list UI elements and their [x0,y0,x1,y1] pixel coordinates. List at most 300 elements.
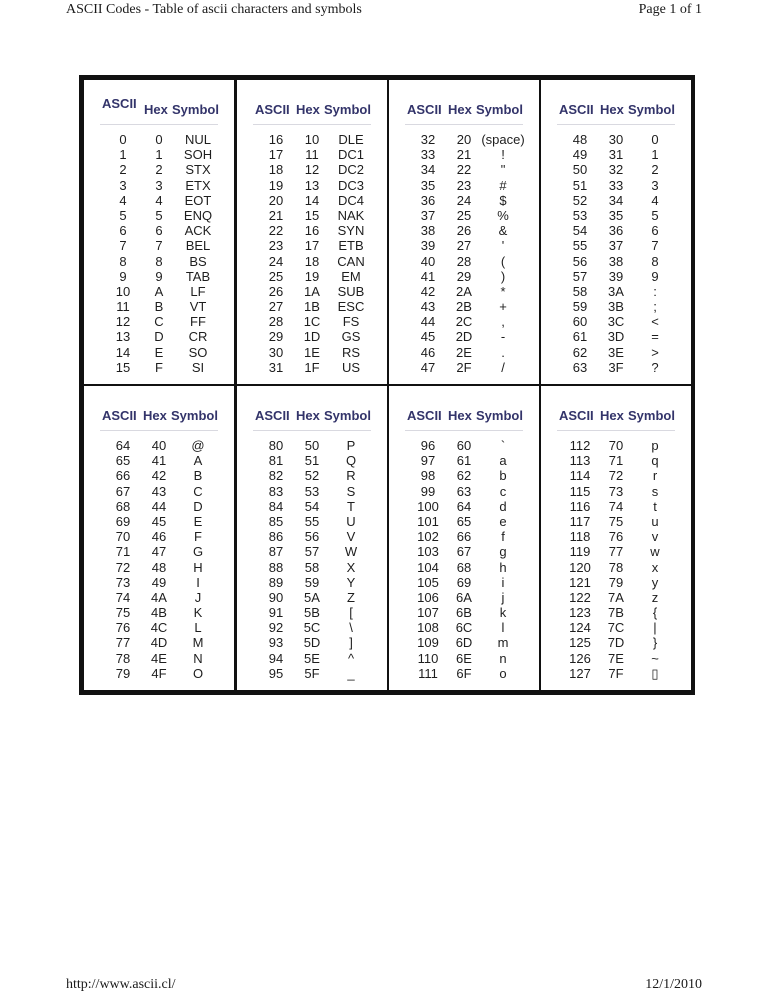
hex-code: 2D [455,329,473,345]
hex-code: 60 [456,438,472,453]
ascii-code: 5 [119,207,127,223]
symbol: A [193,453,203,469]
code-rows [541,132,691,375]
table-row [389,620,539,635]
table-row [237,529,387,544]
symbol: x [651,559,659,575]
column-header-hex: Hex [448,102,472,117]
table-row [84,299,234,314]
hex-code: 0 [155,132,163,147]
table-row [84,178,234,193]
code-rows [84,438,234,681]
symbol: 4 [651,192,659,208]
symbol: 7 [651,238,659,254]
table-row [237,620,387,635]
ascii-code: 61 [572,329,588,345]
column-header-ascii: ASCII [407,408,442,423]
table-row [389,605,539,620]
panel-header [389,386,539,426]
table-row [541,468,691,483]
header-divider [253,124,371,125]
symbol: CR [188,329,208,345]
table-row [541,438,691,453]
hex-code: 31 [608,147,624,163]
symbol: O [192,665,204,681]
column-header-hex: Hex [296,408,320,423]
symbol: RS [341,344,361,360]
hex-code: 39 [608,268,624,284]
ascii-code: 81 [268,453,284,469]
hex-code: 7C [607,620,625,636]
hex-code: 1B [304,299,320,315]
symbol: SUB [337,283,365,299]
hex-code: 44 [151,498,167,514]
hex-code: 4B [151,605,167,621]
ascii-code: 64 [115,438,131,453]
ascii-code: 30 [268,344,284,360]
column-header-symbol: Symbol [324,102,371,117]
ascii-code: 63 [572,359,588,375]
symbol: I [196,574,200,590]
hex-code: 4A [151,589,167,605]
hex-code: 42 [151,468,167,484]
hex-code: 29 [456,268,472,284]
symbol: 0 [651,132,659,147]
hex-code: 71 [608,453,624,469]
ascii-code: 107 [417,605,439,621]
panel-header [237,80,387,120]
panel-header [84,386,234,426]
hex-code: 63 [456,483,472,499]
symbol: (space) [481,132,525,147]
symbol: @ [191,438,205,453]
ascii-panel [84,386,234,690]
ascii-code: 22 [268,223,284,239]
hex-code: 7 [155,238,163,254]
ascii-code: 52 [572,192,588,208]
ascii-code: 86 [268,529,284,545]
table-row [237,360,387,375]
ascii-code: 74 [115,589,131,605]
ascii-code: 1 [119,147,127,163]
symbol: SO [188,344,208,360]
symbol: ENQ [183,207,213,223]
hex-code: 18 [304,253,320,269]
ascii-code: 31 [268,359,284,375]
hex-code: 24 [456,192,472,208]
table-row [84,560,234,575]
table-row [237,438,387,453]
hex-code: 32 [608,162,624,178]
table-row [84,208,234,223]
print-date: 12/1/2010 [645,977,702,992]
table-row [389,468,539,483]
hex-code: 2B [456,299,472,315]
table-row [237,329,387,344]
ascii-code: 26 [268,283,284,299]
table-row [389,651,539,666]
hex-code: F [155,359,163,375]
symbol: o [499,665,507,681]
ascii-code: 46 [420,344,436,360]
symbol: r [652,468,658,484]
hex-code: 14 [304,192,320,208]
ascii-code: 44 [420,314,436,330]
symbol: DLE [338,132,364,147]
hex-code: 34 [608,192,624,208]
hex-code: 6F [456,665,472,681]
table-row [541,499,691,514]
symbol: ~ [651,650,659,666]
hex-code: 5F [304,665,320,681]
symbol: c [499,483,507,499]
table-row [541,178,691,193]
symbol: & [498,223,508,239]
ascii-code: 49 [572,147,588,163]
ascii-code: 54 [572,223,588,239]
hex-code: 3 [155,177,163,193]
table-row [84,620,234,635]
ascii-code: 40 [420,253,436,269]
symbol: ? [651,359,659,375]
hex-code: 7E [608,650,624,666]
code-rows [237,438,387,681]
symbol: p [651,438,659,453]
ascii-code: 42 [420,283,436,299]
ascii-code: 19 [268,177,284,193]
ascii-code: 12 [115,314,131,330]
ascii-code: 93 [268,635,284,651]
hex-code: 28 [456,253,472,269]
table-row [237,193,387,208]
symbol: e [499,513,507,529]
table-row [84,238,234,253]
table-row [389,132,539,147]
symbol: ^ [347,650,355,666]
symbol: T [347,498,355,514]
hex-code: 25 [456,207,472,223]
ascii-code: 68 [115,498,131,514]
hex-code: 4D [150,635,168,651]
hex-code: 2 [155,162,163,178]
ascii-code: 83 [268,483,284,499]
column-header-ascii: ASCII [407,102,442,117]
hex-code: D [154,329,164,345]
hex-code: 7B [608,605,624,621]
hex-code: 74 [608,498,624,514]
ascii-code: 33 [420,147,436,163]
symbol: ACK [184,223,212,239]
table-row [237,666,387,681]
column-header-hex: Hex [296,102,320,117]
ascii-panel [84,80,234,384]
column-header-hex: Hex [600,102,624,117]
hex-code: 73 [608,483,624,499]
ascii-code: 98 [420,468,436,484]
symbol: " [500,162,506,178]
symbol: 3 [651,177,659,193]
ascii-code: 41 [420,268,436,284]
ascii-code: 117 [569,513,591,529]
table-row [389,484,539,499]
hex-code: 47 [151,544,167,560]
symbol: BS [189,253,207,269]
table-row [541,299,691,314]
hex-code: 49 [151,574,167,590]
hex-code: 66 [456,529,472,545]
panel-header [237,386,387,426]
ascii-code: 90 [268,589,284,605]
ascii-code: 62 [572,344,588,360]
header-divider [253,430,371,431]
table-row [84,147,234,162]
hex-code: 1E [304,344,320,360]
symbol: SYN [337,223,365,239]
table-row [541,605,691,620]
ascii-code: 34 [420,162,436,178]
table-row [84,360,234,375]
hex-code: 5D [303,635,321,651]
symbol: * [500,283,506,299]
symbol: j [501,589,505,605]
hex-code: 6E [456,650,472,666]
table-row [541,529,691,544]
hex-code: 2F [456,359,472,375]
column-header-hex: Hex [144,102,168,117]
table-row [237,208,387,223]
table-row [237,223,387,238]
symbol: K [193,605,203,621]
hex-code: B [154,299,164,315]
hex-code: 37 [608,238,624,254]
ascii-code: 112 [569,438,591,453]
header-divider [557,430,675,431]
symbol: } [652,635,658,651]
ascii-code: 15 [115,359,131,375]
hex-code: 30 [608,132,624,147]
table-row [541,238,691,253]
symbol: < [651,314,659,330]
table-row [389,529,539,544]
hex-code: 4F [151,665,167,681]
symbol: V [346,529,356,545]
symbol: DC4 [337,192,364,208]
symbol: U [346,513,356,529]
symbol: D [193,498,203,514]
symbol: f [501,529,505,545]
ascii-panel [237,386,387,690]
column-header-ascii: ASCII [255,408,290,423]
hex-code: 6D [455,635,473,651]
symbol: DC3 [337,177,364,193]
ascii-code: 123 [569,605,591,621]
hex-code: 1C [303,314,321,330]
hex-code: 64 [456,498,472,514]
ascii-code: 36 [420,192,436,208]
symbol: 5 [651,207,659,223]
table-row [541,651,691,666]
table-row [541,484,691,499]
symbol: # [499,177,507,193]
page-number: Page 1 of 1 [638,2,702,17]
ascii-code: 35 [420,177,436,193]
column-header-ascii: ASCII [559,408,594,423]
hex-code: 13 [304,177,320,193]
symbol: Z [347,589,355,605]
table-row [541,620,691,635]
table-row [541,635,691,650]
hex-code: 23 [456,177,472,193]
table-row [84,544,234,559]
table-row [237,635,387,650]
ascii-code: 6 [119,223,127,239]
ascii-code: 11 [116,299,130,315]
hex-code: 78 [608,559,624,575]
ascii-code: 3 [119,177,127,193]
hex-code: 38 [608,253,624,269]
hex-code: 48 [151,559,167,575]
symbol: q [651,453,659,469]
symbol: _ [347,665,355,681]
table-row [389,635,539,650]
ascii-code: 17 [268,147,284,163]
hex-code: E [154,344,164,360]
table-row [84,345,234,360]
ascii-code: 2 [119,162,127,178]
symbol: k [499,605,507,621]
table-row [237,284,387,299]
symbol: . [501,344,505,360]
hex-code: 20 [456,132,472,147]
table-row [84,193,234,208]
table-row [389,147,539,162]
hex-code: 6B [456,605,472,621]
table-row [541,666,691,681]
hex-code: 1F [304,359,320,375]
ascii-code: 103 [417,544,439,560]
ascii-code: 9 [119,268,127,284]
ascii-code: 91 [268,605,284,621]
panel-header [84,80,234,120]
symbol: 6 [651,223,659,239]
symbol: m [497,635,509,651]
table-row [389,178,539,193]
symbol: $ [499,192,507,208]
table-row [84,284,234,299]
ascii-code: 100 [417,498,439,514]
hex-code: 68 [456,559,472,575]
ascii-code: 55 [572,238,588,254]
table-row [541,453,691,468]
symbol: : [653,283,657,299]
ascii-code: 23 [268,238,284,254]
table-row [84,666,234,681]
table-row [389,299,539,314]
hex-code: 7A [608,589,624,605]
symbol: ETX [185,177,211,193]
ascii-code: 58 [572,283,588,299]
ascii-code: 50 [572,162,588,178]
table-row [389,514,539,529]
hex-code: 56 [304,529,320,545]
hex-code: 16 [304,223,320,239]
hex-code: 5B [304,605,320,621]
ascii-code: 101 [417,513,439,529]
symbol: = [651,329,659,345]
table-row [541,514,691,529]
hex-code: 27 [456,238,472,254]
ascii-code: 24 [268,253,284,269]
ascii-table-frame [79,75,695,695]
column-header-ascii: ASCII [102,408,137,423]
symbol: 8 [651,253,659,269]
hex-code: 3E [608,344,624,360]
symbol: G [192,544,204,560]
table-row [84,162,234,177]
column-header-symbol: Symbol [476,102,523,117]
table-row [237,453,387,468]
table-row [84,329,234,344]
hex-code: C [154,314,164,330]
ascii-code: 4 [119,192,127,208]
symbol: b [499,468,507,484]
hex-code: 3F [608,359,624,375]
symbol: US [341,359,361,375]
ascii-code: 118 [569,529,591,545]
symbol: GS [341,329,361,345]
hex-code: 69 [456,574,472,590]
hex-code: 5C [303,620,321,636]
ascii-code: 119 [569,544,591,560]
symbol: ; [653,299,657,315]
ascii-code: 97 [420,453,436,469]
ascii-code: 82 [268,468,284,484]
table-row [237,499,387,514]
ascii-code: 48 [572,132,588,147]
table-row [237,147,387,162]
symbol: M [192,635,204,651]
table-row [84,453,234,468]
table-row [84,605,234,620]
table-row [237,651,387,666]
ascii-code: 43 [420,299,436,315]
table-row [84,575,234,590]
symbol: SI [191,359,205,375]
ascii-code: 10 [115,283,131,299]
table-row [237,254,387,269]
symbol: F [194,529,202,545]
table-row [541,208,691,223]
symbol: X [346,559,356,575]
symbol: ( [500,253,506,269]
hex-code: 12 [304,162,320,178]
symbol: 2 [651,162,659,178]
hex-code: 33 [608,177,624,193]
symbol: y [651,574,659,590]
table-row [84,635,234,650]
table-row [237,514,387,529]
column-header-symbol: Symbol [172,102,219,117]
table-row [84,590,234,605]
symbol: | [653,620,657,636]
table-row [389,254,539,269]
symbol: EOT [184,192,212,208]
symbol: % [497,207,509,223]
ascii-code: 18 [268,162,284,178]
symbol: ESC [337,299,365,315]
hex-code: 26 [456,223,472,239]
hex-code: 3A [608,283,624,299]
